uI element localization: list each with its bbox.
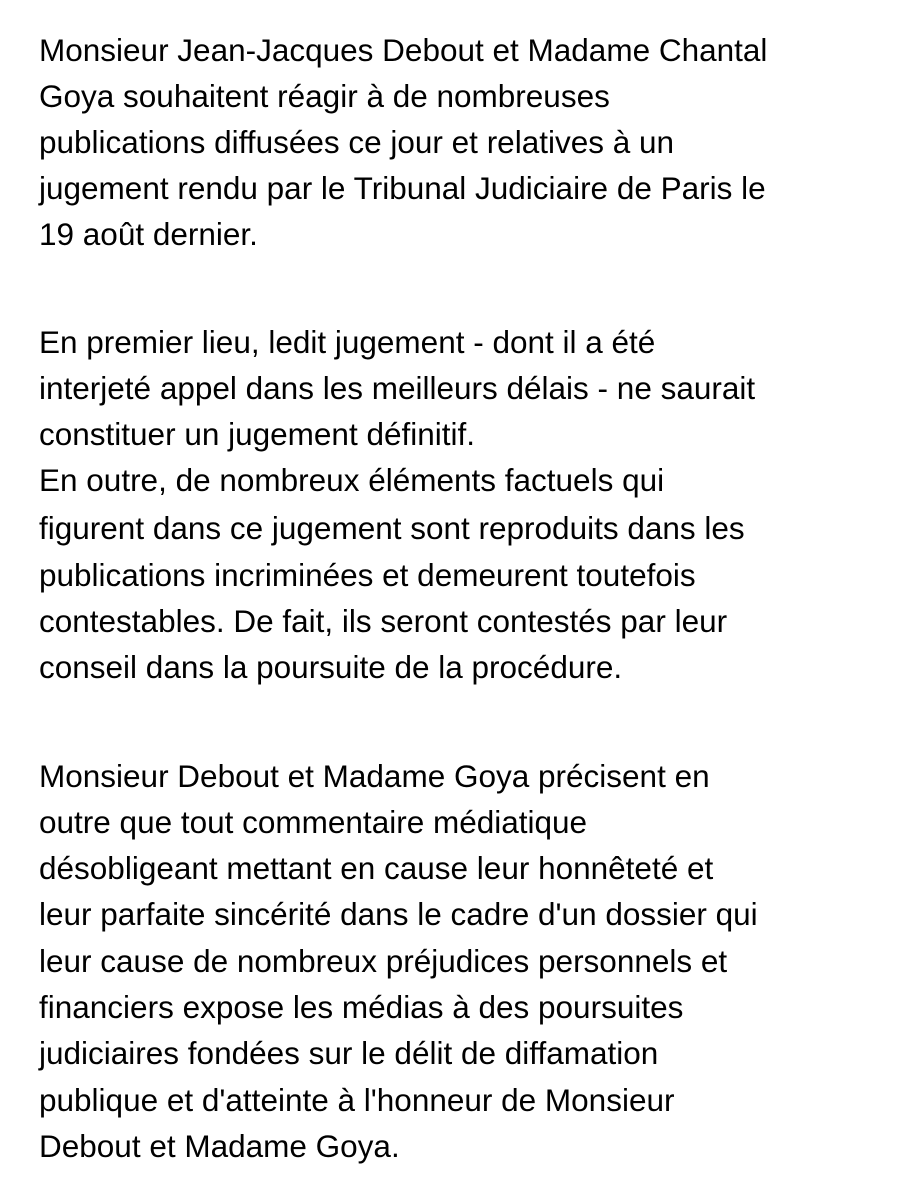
text-line: conseil dans la poursuite de la procédure. [39, 649, 623, 685]
text-line: désobligeant mettant en cause leur honnêteté et [39, 850, 714, 886]
text-line: jugement rendu par le Tribunal Judiciaire de Paris le [39, 170, 766, 206]
text-line: En premier lieu, ledit jugement - dont il a été [39, 324, 656, 360]
text-line: En outre, de nombreux éléments factuels qui [39, 462, 665, 498]
text-line: publications incriminées et demeurent toutefois [39, 557, 696, 593]
text-line: constituer un jugement définitif. [39, 416, 476, 452]
text-line: Monsieur Jean-Jacques Debout et Madame Chantal [39, 32, 768, 68]
text-line: publique et d'atteinte à l'honneur de Monsieur [39, 1082, 675, 1118]
text-line: judiciaires fondées sur le délit de diffamation [39, 1035, 659, 1071]
text-line: contestables. De fait, ils seront contestés par leur [39, 603, 728, 639]
text-line: leur parfaite sincérité dans le cadre d'un dossier qui [39, 896, 758, 932]
text-line: financiers expose les médias à des poursuites [39, 989, 684, 1025]
text-line: leur cause de nombreux préjudices personnels et [39, 943, 728, 979]
text-line: Monsieur Debout et Madame Goya précisent en [39, 758, 710, 794]
text-line: 19 août dernier. [39, 216, 258, 252]
text-line: figurent dans ce jugement sont reproduits dans les [39, 510, 745, 546]
text-line: Goya souhaitent réagir à de nombreuses [39, 78, 610, 114]
text-line: publications diffusées ce jour et relatives à un [39, 124, 675, 160]
text-line: Debout et Madame Goya. [39, 1128, 400, 1164]
text-line: outre que tout commentaire médiatique [39, 804, 588, 840]
text-line: interjeté appel dans les meilleurs délais - ne saurait [39, 370, 756, 406]
